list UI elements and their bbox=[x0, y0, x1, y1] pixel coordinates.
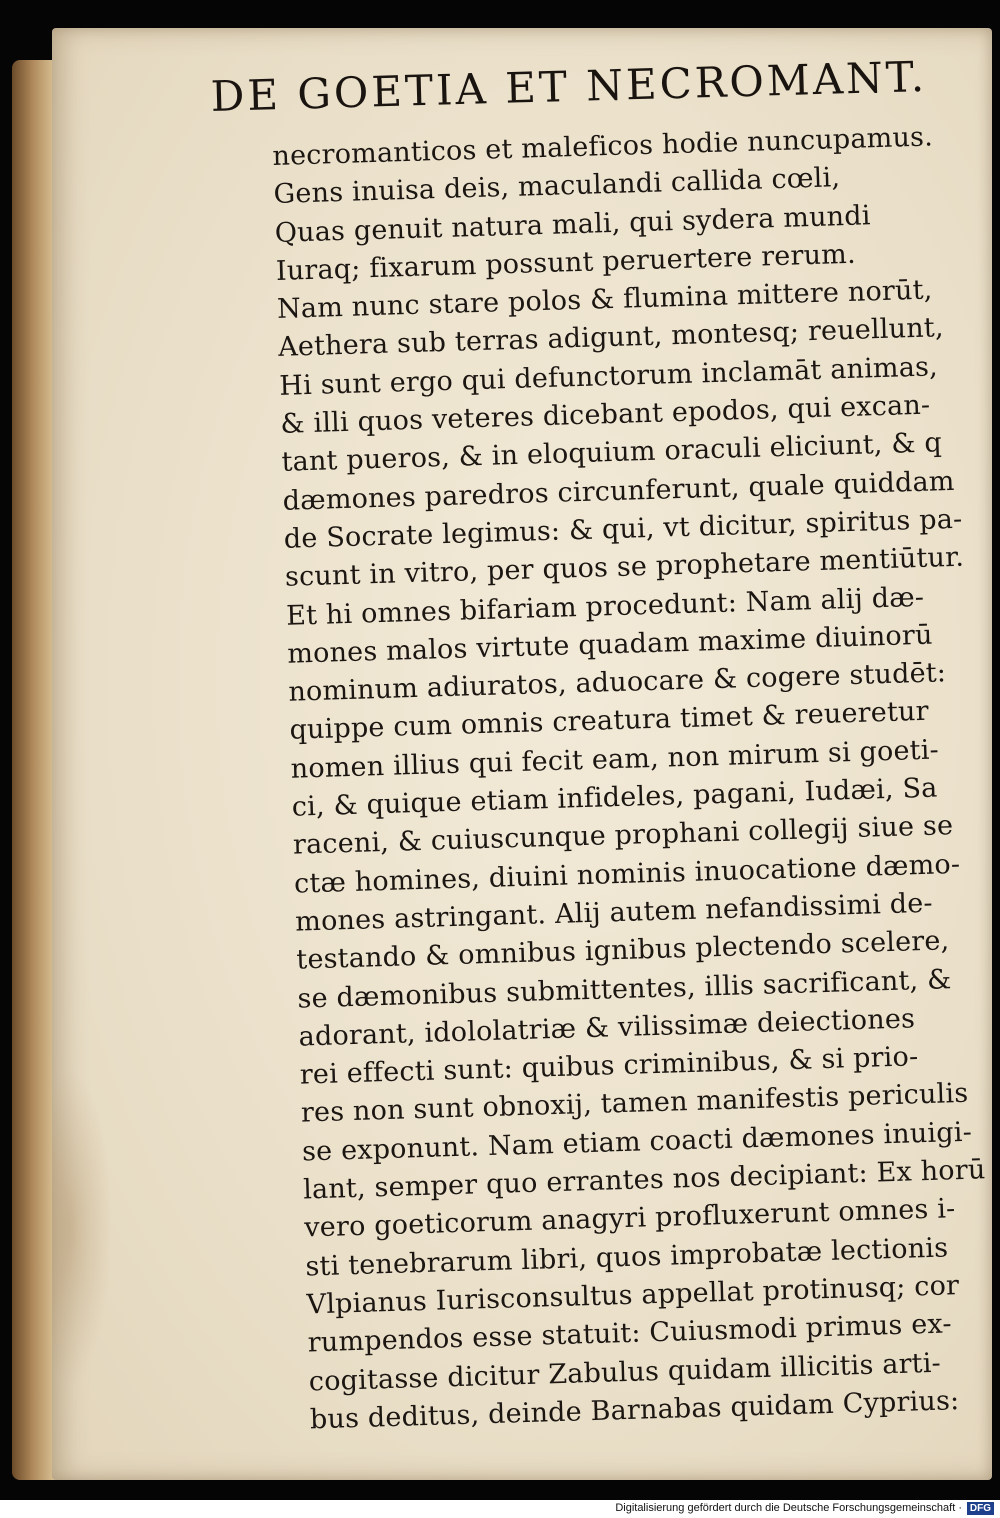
text-line: adorant, idololatriæ & vilissimæ deiectiones bbox=[298, 1003, 916, 1053]
text-line: se exponunt. Nam etiam coacti dæmones inuigi- bbox=[301, 1116, 973, 1168]
text-line: testando & omnibus ignibus plectendo scelere, bbox=[295, 925, 950, 976]
text-line: nomen illius qui fecit eam, non mirum si goeti- bbox=[290, 734, 940, 785]
text-line: Et hi omnes bifariam procedunt: Nam alij dæ- bbox=[285, 581, 925, 632]
text-line: ci, & quique etiam infideles, pagani, Iudæi, Sa bbox=[291, 772, 938, 823]
running-head: DE GOETIA ET NECROMANT. bbox=[210, 51, 928, 121]
text-line: scunt in vitro, per quos se prophetare mentiūtur. bbox=[284, 541, 965, 594]
text-line: rumpendos esse statuit: Cuiusmodi primus ex- bbox=[307, 1308, 953, 1359]
text-line: quippe cum omnis creatura timet & reueretur bbox=[289, 696, 930, 747]
text-line: cogitasse dicitur Zabulus quidam illicitis arti- bbox=[308, 1347, 942, 1397]
text-line: ctæ homines, diuini nominis inuocatione dæmo- bbox=[293, 848, 961, 900]
text-line: necromanticos et maleficos hodie nuncupamus. bbox=[272, 121, 934, 172]
text-line: mones astringant. Alij autem nefandissimi de- bbox=[294, 887, 934, 938]
digitization-footer bbox=[0, 1500, 1000, 1518]
body-text bbox=[272, 118, 986, 1439]
text-line: rei effecti sunt: quibus criminibus, & si prio- bbox=[299, 1041, 919, 1091]
text-line: bus deditus, deinde Barnabas quidam Cyprius: bbox=[309, 1384, 960, 1436]
text-line: nominum adiuratos, aduocare & cogere studēt: bbox=[287, 657, 947, 708]
text-line: Aethera sub terras adigunt, montesq; reuellunt, bbox=[277, 312, 945, 364]
text-line: sti tenebrarum libri, quos improbatæ lectionis bbox=[305, 1232, 949, 1283]
text-line: raceni, & cuiuscunque prophani collegij siue se bbox=[292, 810, 954, 862]
text-line: res non sunt obnoxij, tamen manifestis periculis bbox=[300, 1078, 969, 1129]
text-line: lant, semper quo errantes nos decipiant: Ex horū bbox=[302, 1154, 986, 1206]
text-line: mones malos virtute quadam maxime diuinorū bbox=[286, 619, 933, 670]
text-line: de Socrate legimus: & qui, vt dicitur, spiritus pa- bbox=[283, 503, 963, 555]
text-line: Nam nunc stare polos & flumina mittere norūt, bbox=[276, 274, 933, 326]
text-line: & illi quos veteres dicebant epodos, qui excan- bbox=[280, 389, 931, 440]
text-line: Vlpianus Iurisconsultus appellat protinusq; cor bbox=[306, 1270, 960, 1321]
text-line: Gens inuisa deis, maculandi callida cœli, bbox=[273, 162, 841, 211]
text-line: dæmones paredros circunferunt, quale quiddam bbox=[282, 465, 956, 517]
text-line: tant pueros, & in eloquium oraculi eliciunt, & q bbox=[281, 427, 943, 479]
dfg-logo: DFG bbox=[967, 1502, 994, 1515]
footer-credit: Digitalisierung gefördert durch die Deutsche Forschungsgemeinschaft · bbox=[615, 1502, 962, 1514]
text-line: Iuraq; fixarum possunt peruertere rerum. bbox=[275, 238, 857, 287]
text-line: Hi sunt ergo qui defunctorum inclamāt animas, bbox=[278, 351, 939, 402]
text-line: Quas genuit natura mali, qui sydera mundi bbox=[274, 199, 871, 249]
text-line: vero goeticorum anagyri profluxerunt omnes i- bbox=[303, 1193, 956, 1244]
text-line: se dæmonibus submittentes, illis sacrificant, & bbox=[297, 963, 952, 1015]
